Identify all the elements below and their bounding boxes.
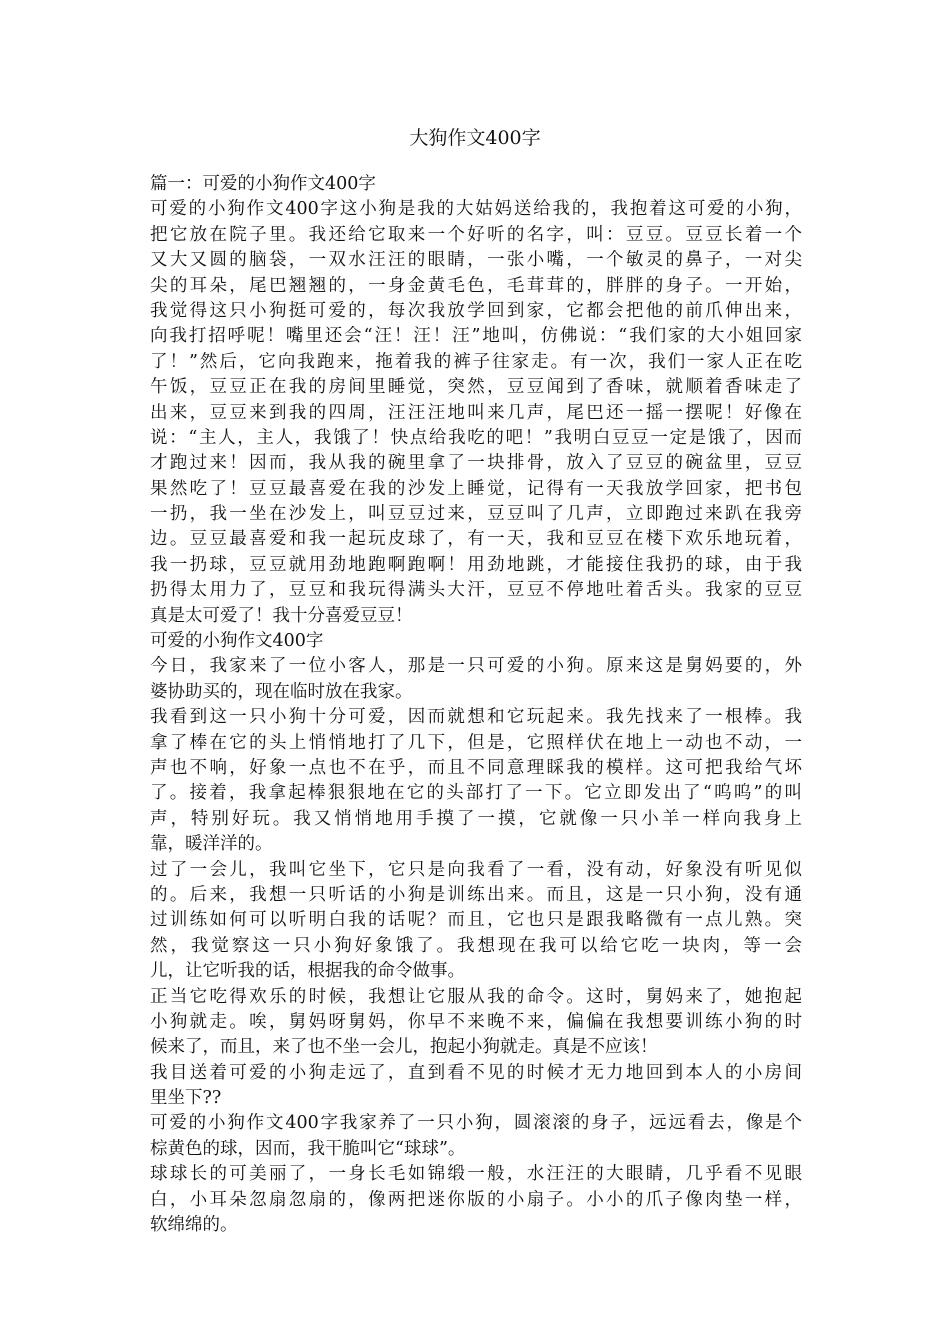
text-line: 软绵绵的。 xyxy=(150,1215,238,1236)
document-title: 大狗作文400字 xyxy=(409,127,541,149)
text-line: 尖的耳朵，尾巴翘翘的，一身金黄毛色，毛茸茸的，胖胖的身子。一开始， xyxy=(150,275,802,296)
text-line: 把它放在院子里。我还给它取来一个好听的名字，叫：豆豆。豆豆长着一个 xyxy=(150,224,802,245)
text-line: 果然吃了！豆豆最喜爱在我的沙发上睡觉，记得有一天我放学回家，把书包 xyxy=(150,478,802,499)
text-line: 向我打招呼呢！嘴里还会“汪！汪！汪”地叫，仿佛说：“我们家的大小姐回家 xyxy=(150,326,802,347)
text-line: 里坐下?? xyxy=(150,1088,222,1109)
text-line: 午饭，豆豆正在我的房间里睡觉，突然，豆豆闻到了香味，就顺着香味走了 xyxy=(150,377,802,398)
text-line: 声也不响，好象一点也不在乎，而且不同意理睬我的模样。这可把我给气坏 xyxy=(150,757,802,778)
text-line: 出来，豆豆来到我的四周，汪汪汪地叫来几声，尾巴还一摇一摆呢！好像在 xyxy=(150,402,802,423)
text-line: 声，特别好玩。我又悄悄地用手摸了一摸，它就像一只小羊一样向我身上 xyxy=(150,808,802,829)
text-line: 的。后来，我想一只听话的小狗是训练出来。而且，这是一只小狗，没有通 xyxy=(150,884,802,905)
text-line: 白，小耳朵忽扇忽扇的，像两把迷你版的小扇子。小小的爪子像肉垫一样， xyxy=(150,1189,802,1210)
text-line: 小狗就走。唉，舅妈呀舅妈，你早不来晚不来，偏偏在我想要训练小狗的时 xyxy=(150,1011,802,1032)
text-line: 我看到这一只小狗十分可爱，因而就想和它玩起来。我先找来了一根棒。我 xyxy=(150,707,802,728)
text-line: 又大又圆的脑袋，一双水汪汪的眼睛，一张小嘴，一个敏灵的鼻子，一对尖 xyxy=(150,250,802,271)
text-line: 棕黄色的球，因而，我干脆叫它“球球”。 xyxy=(150,1138,466,1159)
text-line: 边。豆豆最喜爱和我一起玩皮球了，有一天，我和豆豆在楼下欢乐地玩着， xyxy=(150,529,802,550)
text-line: 才跑过来！因而，我从我的碗里拿了一块排骨，放入了豆豆的碗盆里，豆豆 xyxy=(150,453,802,474)
text-line: 可爱的小狗作文400字 xyxy=(150,631,324,652)
text-line: 了。接着，我拿起棒狠狠地在它的头部打了一下。它立即发出了“呜呜”的叫 xyxy=(150,783,802,804)
text-line: 一扔，我一坐在沙发上，叫豆豆过来，豆豆叫了几声，立即跑过来趴在我旁 xyxy=(150,504,802,525)
document-body xyxy=(150,172,802,1238)
text-line: 今日，我家来了一位小客人，那是一只可爱的小狗。原来这是舅妈要的，外 xyxy=(150,656,802,677)
text-line: 我觉得这只小狗挺可爱的，每次我放学回到家，它都会把他的前爪伸出来， xyxy=(150,300,802,321)
text-line: 说：“主人，主人，我饿了！快点给我吃的吧！”我明白豆豆一定是饿了，因而 xyxy=(150,427,802,448)
text-line: 篇一：可爱的小狗作文400字 xyxy=(150,174,376,194)
text-line: 过训练如何可以听明白我的话呢？而且，它也只是跟我略微有一点儿熟。突 xyxy=(150,910,802,931)
text-line: 靠，暖洋洋的。 xyxy=(150,834,273,855)
text-line: 然，我觉察这一只小狗好象饿了。我想现在我可以给它吃一块肉，等一会 xyxy=(150,935,802,956)
text-line: 真是太可爱了！我十分喜爱豆豆！ xyxy=(150,605,413,626)
text-line: 扔得太用力了，豆豆和我玩得满头大汗，豆豆不停地吐着舌头。我家的豆豆 xyxy=(150,580,802,601)
text-line: 候来了，而且，来了也不坐一会儿，抱起小狗就走。真是不应该！ xyxy=(150,1037,658,1058)
text-line: 婆协助买的，现在临时放在我家。 xyxy=(150,681,413,702)
text-line: 球球长的可美丽了，一身长毛如锦缎一般，水汪汪的大眼睛，几乎看不见眼 xyxy=(150,1164,802,1185)
text-line: 可爱的小狗作文400字这小狗是我的大姑妈送给我的，我抱着这可爱的小狗， xyxy=(150,199,802,220)
text-line: 我目送着可爱的小狗走远了，直到看不见的时候才无力地回到本人的小房间 xyxy=(150,1062,802,1083)
text-line: 正当它吃得欢乐的时候，我想让它服从我的命令。这时，舅妈来了，她抱起 xyxy=(150,986,802,1007)
text-line: 拿了棒在它的头上悄悄地打了几下，但是，它照样伏在地上一动也不动，一 xyxy=(150,732,802,753)
text-line: 了！”然后，它向我跑来，拖着我的裤子往家走。有一次，我们一家人正在吃 xyxy=(150,351,802,372)
text-line: 我一扔球，豆豆就用劲地跑啊跑啊！用劲地跳，才能接住我扔的球，由于我 xyxy=(150,554,802,575)
text-line: 可爱的小狗作文400字我家养了一只小狗，圆滚滚的身子，远远看去，像是个 xyxy=(150,1113,802,1134)
text-line: 儿，让它听我的话，根据我的命令做事。 xyxy=(150,961,465,982)
text-line: 过了一会儿，我叫它坐下，它只是向我看了一看，没有动，好象没有听见似 xyxy=(150,859,802,880)
